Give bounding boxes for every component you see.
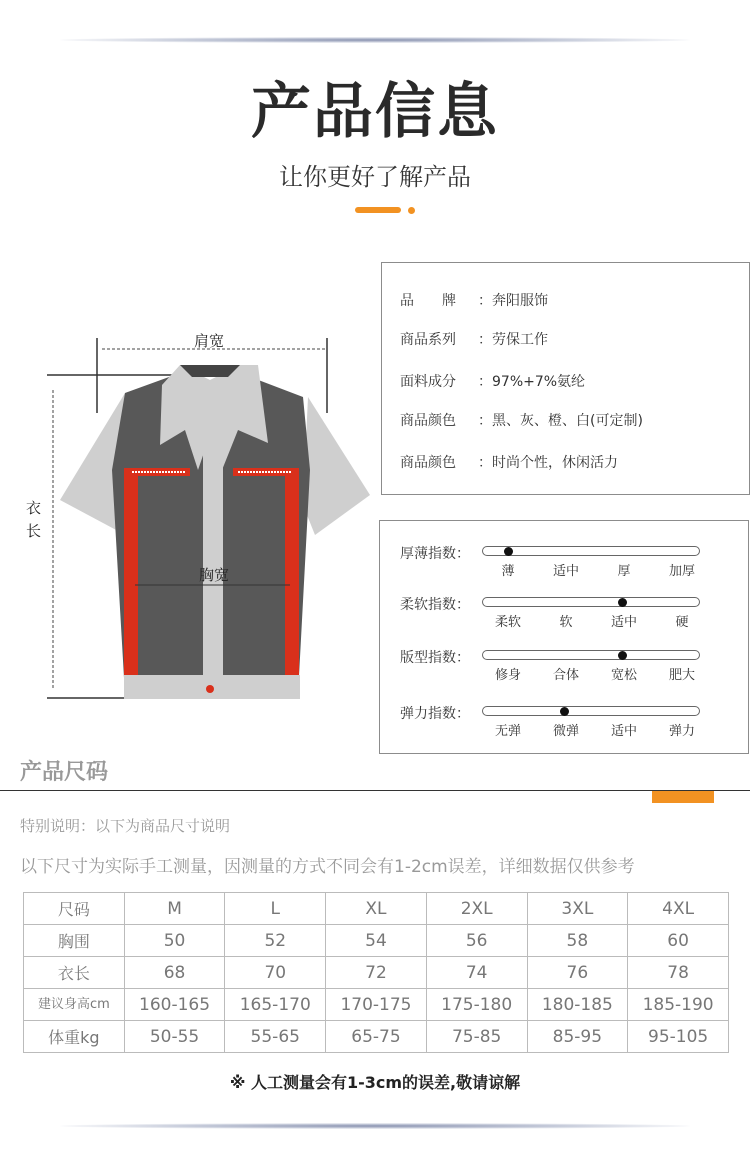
table-cell: 尺码 <box>24 893 125 925</box>
index-tick-label: 适中 <box>552 564 579 579</box>
fabric-index-box <box>379 520 749 754</box>
index-tick-label: 加厚 <box>668 564 695 579</box>
table-cell: 175-180 <box>426 989 527 1021</box>
table-cell: 75-85 <box>426 1021 527 1053</box>
index-tick-label: 无弹 <box>494 724 521 739</box>
table-cell: M <box>124 893 225 925</box>
page-subtitle: 让你更好了解产品 <box>279 163 471 191</box>
table-cell: 体重kg <box>24 1021 125 1053</box>
info-row-brand: 品 牌 ：奔阳服饰 <box>400 293 548 309</box>
table-cell: 56 <box>426 925 527 957</box>
table-cell: 76 <box>527 957 628 989</box>
table-cell: L <box>225 893 326 925</box>
table-row <box>24 1021 729 1053</box>
index-track <box>482 706 700 716</box>
info-row-color: 商品颜色 ：黑、灰、橙、白(可定制) <box>400 413 643 429</box>
index-knob <box>560 707 569 716</box>
index-track <box>482 597 700 607</box>
index-knob <box>504 547 513 556</box>
table-row <box>24 957 729 989</box>
table-cell: 50 <box>124 925 225 957</box>
length-label-1: 衣 <box>26 499 42 517</box>
index-track <box>482 546 700 556</box>
index-tick-label: 弹力 <box>668 724 695 739</box>
table-cell: 衣长 <box>24 957 125 989</box>
info-row-series: 商品系列 ：劳保工作 <box>400 332 548 348</box>
index-tick-label: 硬 <box>675 615 689 630</box>
size-table <box>23 892 729 1053</box>
size-heading: 产品尺码 <box>20 760 109 785</box>
table-cell: 2XL <box>426 893 527 925</box>
table-cell: 60 <box>628 925 729 957</box>
table-cell: 72 <box>326 957 427 989</box>
table-cell: 54 <box>326 925 427 957</box>
size-divider <box>0 790 750 791</box>
index-label: 厚薄指数： <box>400 546 470 562</box>
index-tick-label: 微弹 <box>552 724 579 739</box>
table-cell: 180-185 <box>527 989 628 1021</box>
table-cell: 165-170 <box>225 989 326 1021</box>
index-label: 版型指数： <box>400 650 470 666</box>
table-cell: 95-105 <box>628 1021 729 1053</box>
index-tick-label: 软 <box>559 615 573 630</box>
index-tick-label: 柔软 <box>494 615 521 630</box>
table-cell: 70 <box>225 957 326 989</box>
accent-tab <box>652 791 714 803</box>
table-cell: 185-190 <box>628 989 729 1021</box>
length-label-2: 长 <box>26 522 42 540</box>
table-cell: 50-55 <box>124 1021 225 1053</box>
top-divider <box>60 37 690 43</box>
index-tick-label: 肥大 <box>668 668 695 683</box>
product-info-box <box>381 262 750 495</box>
table-cell: 3XL <box>527 893 628 925</box>
size-note-measure: 以下尺寸为实际手工测量，因测量的方式不同会有1-2cm误差，详细数据仅供参考 <box>20 857 635 877</box>
index-label: 弹力指数： <box>400 706 470 722</box>
table-cell: 170-175 <box>326 989 427 1021</box>
index-tick-label: 修身 <box>494 668 521 683</box>
table-cell: 68 <box>124 957 225 989</box>
accent-bar <box>355 207 401 213</box>
index-track <box>482 650 700 660</box>
page-title: 产品信息 <box>251 77 499 147</box>
index-tick-label: 适中 <box>610 724 637 739</box>
bottom-divider <box>60 1123 690 1129</box>
info-row-material: 面料成分 ：97%+7%氨纶 <box>400 374 586 390</box>
table-cell: XL <box>326 893 427 925</box>
table-cell: 4XL <box>628 893 729 925</box>
table-cell: 52 <box>225 925 326 957</box>
table-cell: 55-65 <box>225 1021 326 1053</box>
table-row <box>24 989 729 1021</box>
chest-label: 胸宽 <box>199 566 230 584</box>
index-tick-label: 适中 <box>610 615 637 630</box>
index-tick-label: 宽松 <box>610 668 637 683</box>
index-label: 柔软指数： <box>400 597 470 613</box>
index-tick-label: 薄 <box>501 564 515 579</box>
table-cell: 85-95 <box>527 1021 628 1053</box>
jacket-illustration <box>40 325 380 710</box>
table-cell: 58 <box>527 925 628 957</box>
index-tick-label: 厚 <box>617 564 631 579</box>
accent-dot <box>408 207 415 214</box>
info-row-style: 商品颜色 ：时尚个性，休闲活力 <box>400 455 618 471</box>
index-tick-label: 合体 <box>552 668 579 683</box>
table-cell: 74 <box>426 957 527 989</box>
table-header-row <box>24 893 729 925</box>
table-cell: 建议身高cm <box>24 989 125 1021</box>
table-cell: 78 <box>628 957 729 989</box>
measurement-footnote: ※ 人工测量会有1-3cm的误差,敬请谅解 <box>229 1073 521 1092</box>
table-cell: 65-75 <box>326 1021 427 1053</box>
table-cell: 胸围 <box>24 925 125 957</box>
shoulder-label: 肩宽 <box>194 332 225 350</box>
table-cell: 160-165 <box>124 989 225 1021</box>
size-note-special: 特别说明：以下为商品尺寸说明 <box>20 817 231 835</box>
table-row <box>24 925 729 957</box>
